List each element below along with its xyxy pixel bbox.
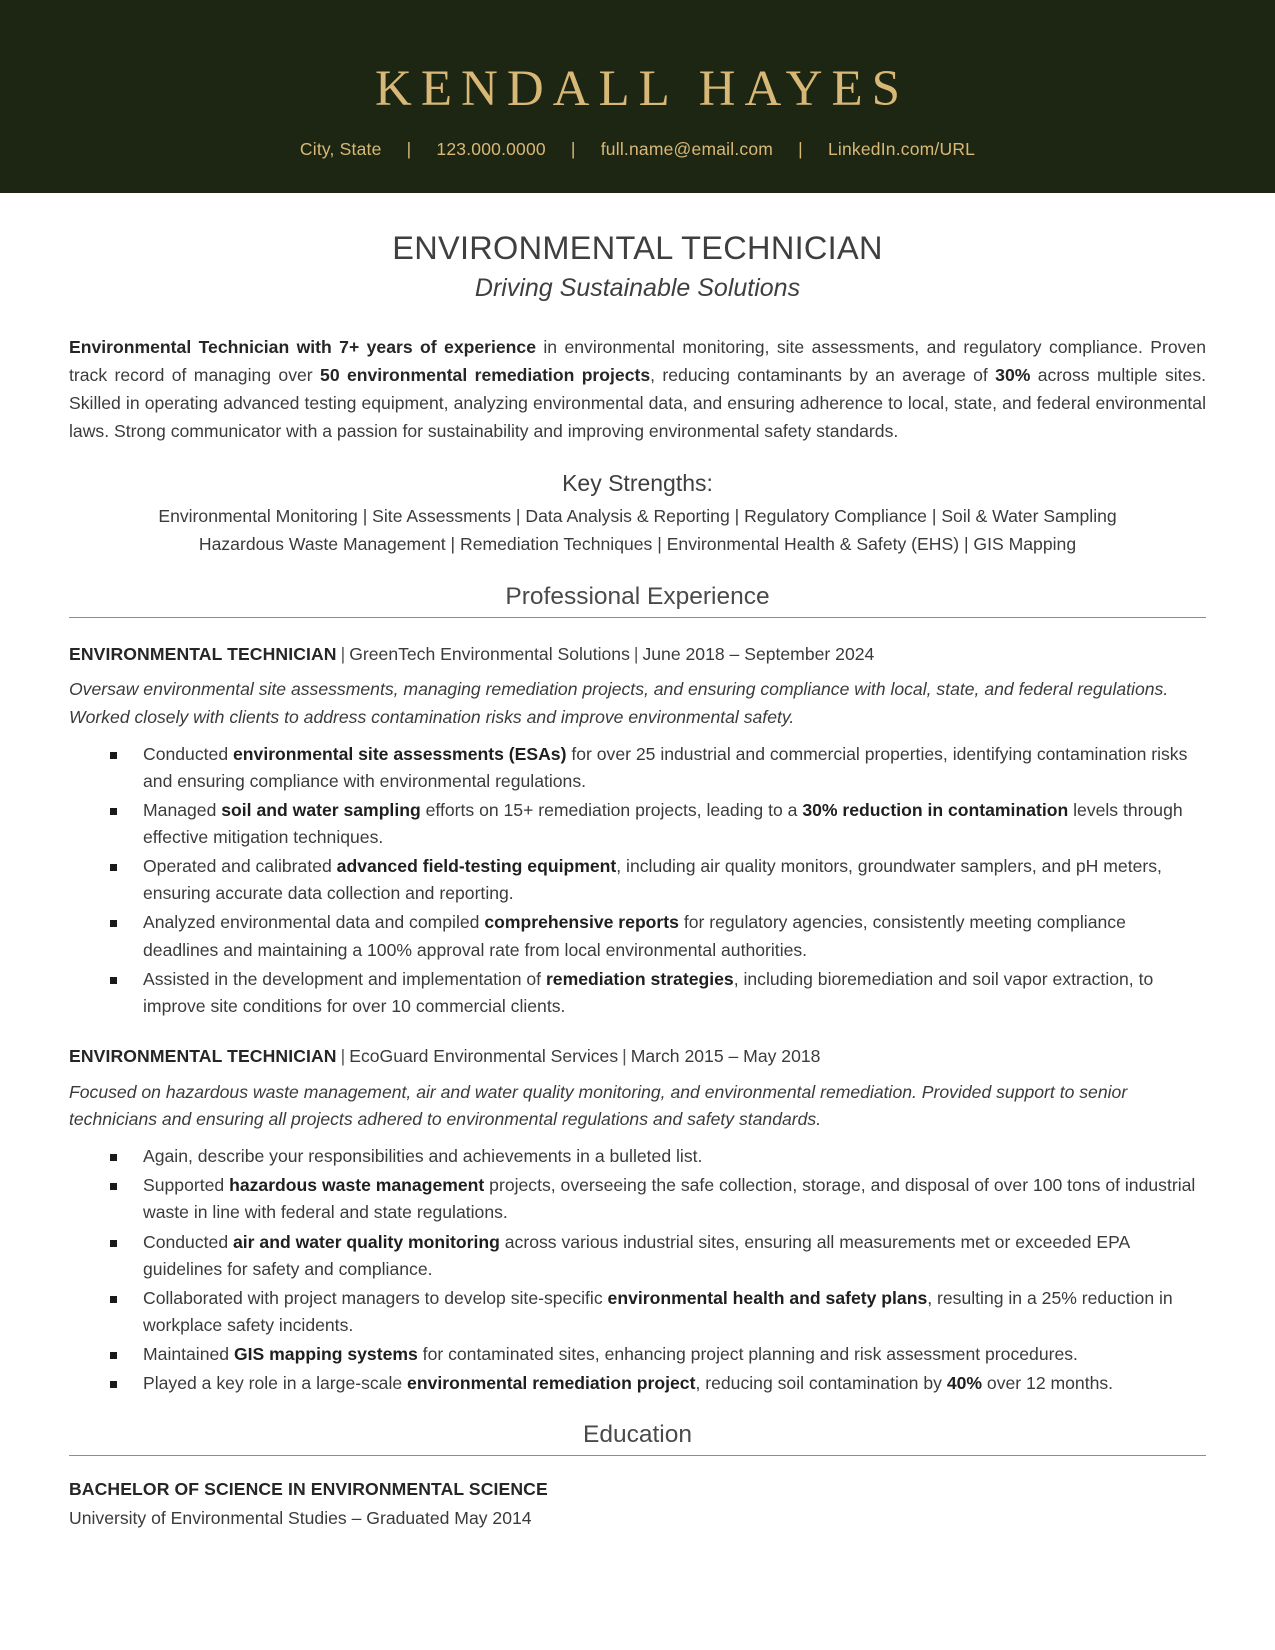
- list-item: Played a key role in a large-scale environmental remediation project, reducing soil contamination by 40% over 12 months.: [69, 1370, 1206, 1397]
- contact-separator-3: |: [798, 139, 803, 159]
- experience-separator: |: [622, 1045, 627, 1066]
- emphasis-text: Environmental Technician with 7+ years of experience: [69, 337, 536, 358]
- education-degree: BACHELOR OF SCIENCE IN ENVIRONMENTAL SCIENCE: [69, 1478, 548, 1499]
- emphasis-text: hazardous waste management: [229, 1175, 485, 1196]
- experience-entry-header: [69, 643, 1206, 666]
- emphasis-text: comprehensive reports: [484, 912, 679, 933]
- experience-dates: March 2015 – May 2018: [630, 1045, 821, 1066]
- contact-linkedin[interactable]: LinkedIn.com/URL: [827, 139, 976, 159]
- contact-phone[interactable]: 123.000.0000: [436, 139, 546, 159]
- experience-entry: [69, 643, 1206, 1020]
- emphasis-text: 50 environmental remediation projects: [320, 364, 651, 385]
- experience-role: ENVIRONMENTAL TECHNICIAN: [69, 1045, 337, 1066]
- emphasis-text: 30% reduction in contamination: [802, 800, 1069, 821]
- key-strengths-heading: Key Strengths:: [562, 470, 713, 497]
- contact-separator-2: |: [570, 139, 576, 159]
- experience-company: EcoGuard Environmental Services: [349, 1045, 619, 1066]
- list-item: Operated and calibrated advanced field-testing equipment, including air quality monitors, groundwater samplers, and pH meters, ensuring accurate data collection and reporting.: [69, 853, 1206, 907]
- experience-bullet-list: [69, 741, 1206, 1020]
- emphasis-text: remediation strategies: [545, 968, 734, 989]
- list-item: Maintained GIS mapping systems for contaminated sites, enhancing project planning and risk assessment procedures.: [69, 1341, 1206, 1368]
- emphasis-text: 40%: [946, 1373, 983, 1393]
- candidate-name: KENDALL HAYES: [375, 61, 909, 117]
- experience-description: Focused on hazardous waste management, air and water quality monitoring, and environmental remediation. Provided support to senior technicians and ensuring all projects adhered to environmental regulations and safety standards.: [69, 1081, 1128, 1129]
- experience-description: Oversaw environmental site assessments, managing remediation projects, and ensuring compliance with local, state, and federal regulations. Worked closely with clients to address contamination risks and improve environmental safety.: [69, 679, 1169, 727]
- list-item: Managed soil and water sampling efforts on 15+ remediation projects, leading to a 30% reduction in contamination levels through effective mitigation techniques.: [69, 797, 1206, 851]
- contact-separator-1: |: [406, 139, 412, 159]
- section-heading-experience: Professional Experience: [505, 582, 770, 610]
- tagline: Driving Sustainable Solutions: [474, 274, 801, 303]
- emphasis-text: environmental remediation project: [407, 1373, 696, 1393]
- list-item: Analyzed environmental data and compiled comprehensive reports for regulatory agencies, consistently meeting compliance deadlines and maintaining a 100% approval rate from local environmental authorities.: [69, 909, 1206, 963]
- emphasis-text: environmental health and safety plans: [607, 1287, 928, 1308]
- emphasis-text: soil and water sampling: [221, 800, 421, 821]
- contact-email[interactable]: full.name@email.com: [600, 139, 774, 159]
- list-item: Assisted in the development and implementation of remediation strategies, including bioremediation and soil vapor extraction, to improve site conditions for over 10 commercial clients.: [69, 966, 1206, 1020]
- list-item: Again, describe your responsibilities and achievements in a bulleted list.: [69, 1143, 1206, 1170]
- emphasis-text: 30%: [995, 364, 1031, 385]
- education-list: [69, 1478, 1206, 1532]
- page-title: ENVIRONMENTAL TECHNICIAN: [392, 230, 883, 266]
- experience-separator: |: [340, 643, 346, 664]
- experience-bullet-list: [69, 1143, 1206, 1397]
- professional-summary: Environmental Technician with 7+ years of experience in environmental monitoring, site assessments, and regulatory compliance. Proven track record of managing over 50 environmental remediation projects, reducing contaminants by an average of 30% across multiple sites. Skilled in operating advanced testing equipment, analyzing environmental data, and ensuring adherence to local, state, and federal environmental laws. Strong communicator with a passion for sustainability and improving environmental safety standards.: [69, 337, 1207, 441]
- list-item: Collaborated with project managers to develop site-specific environmental health and safety plans, resulting in a 25% reduction in workplace safety incidents.: [69, 1285, 1206, 1339]
- section-divider-experience: [69, 617, 1206, 618]
- list-item: Supported hazardous waste management projects, overseeing the safe collection, storage, and disposal of over 100 tons of industrial waste in line with federal and state regulations.: [69, 1172, 1206, 1226]
- emphasis-text: advanced field-testing equipment: [336, 856, 617, 877]
- resume-body: [0, 230, 1275, 1532]
- title-block: [69, 230, 1206, 303]
- contact-location: City, State: [299, 139, 382, 159]
- list-item: Conducted air and water quality monitoring across various industrial sites, ensuring all measurements met or exceeded EPA guidelines for safety and compliance.: [69, 1229, 1206, 1283]
- emphasis-text: air and water quality monitoring: [233, 1231, 500, 1252]
- education-school: University of Environmental Studies – Graduated May 2014: [69, 1508, 532, 1529]
- list-item: Conducted environmental site assessments (ESAs) for over 25 industrial and commercial properties, identifying contamination risks and ensuring compliance with environmental regulations.: [69, 741, 1206, 795]
- resume-header: [0, 0, 1275, 193]
- key-strengths-line-2: Hazardous Waste Management | Remediation Techniques | Environmental Health & Safety (EHS) | GIS Mapping: [198, 534, 1077, 555]
- section-heading-education: Education: [583, 1421, 692, 1449]
- key-strengths-line-1: Environmental Monitoring | Site Assessments | Data Analysis & Reporting | Regulatory Compliance | Soil & Water Sampling: [158, 505, 1117, 526]
- emphasis-text: environmental site assessments (ESAs): [233, 743, 567, 764]
- section-divider-education: [69, 1455, 1206, 1456]
- experience-dates: June 2018 – September 2024: [642, 643, 875, 664]
- emphasis-text: GIS mapping systems: [233, 1343, 418, 1364]
- experience-entry: [69, 1045, 1206, 1397]
- contact-line: [0, 141, 1275, 159]
- experience-separator: |: [340, 1045, 346, 1066]
- experience-list: [69, 643, 1206, 1398]
- experience-company: GreenTech Environmental Solutions: [349, 643, 630, 664]
- experience-role: ENVIRONMENTAL TECHNICIAN: [69, 643, 337, 664]
- education-entry: [69, 1478, 1206, 1532]
- experience-entry-header: [69, 1045, 1206, 1068]
- key-strengths-list: [69, 502, 1206, 559]
- experience-separator: |: [633, 643, 639, 664]
